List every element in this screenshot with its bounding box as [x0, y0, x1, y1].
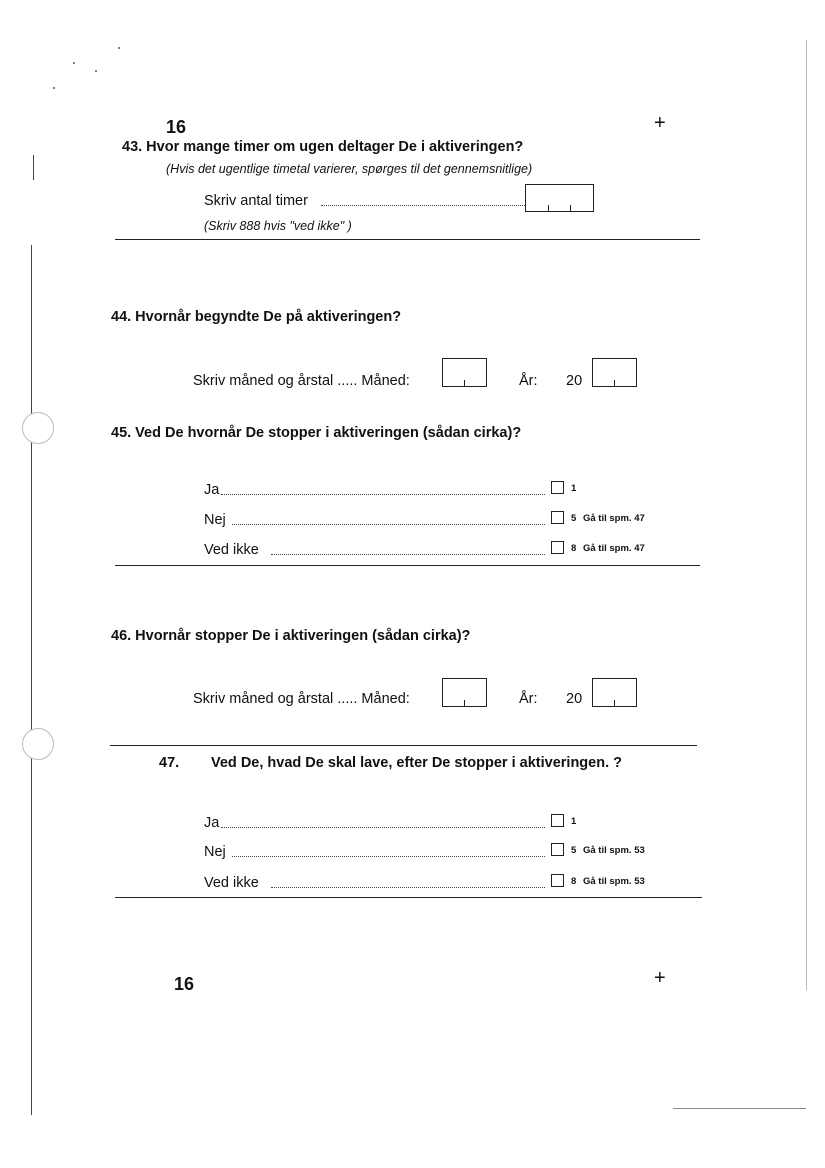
answer-code: 8 — [571, 543, 577, 554]
left-margin-line — [31, 245, 32, 1115]
punch-hole-upper — [22, 412, 54, 444]
checkbox-nej[interactable] — [551, 843, 564, 856]
question-43-note: (Hvis det ugentlige timetal varierer, spørges til det gennemsnitlige) — [166, 162, 533, 176]
checkbox-ved-ikke[interactable] — [551, 874, 564, 887]
leader-dots — [232, 856, 545, 857]
stop-month-input[interactable] — [442, 678, 487, 707]
question-46-label: Skriv måned og årstal ..... Måned: — [193, 691, 410, 707]
answer-code: 8 — [571, 876, 577, 887]
question-44-year-prefix: 20 — [566, 373, 583, 389]
skip-instruction: Gå til spm. 53 — [583, 845, 645, 856]
registration-mark-bottom: + — [654, 967, 666, 989]
checkbox-nej[interactable] — [551, 511, 564, 524]
right-margin-line — [806, 40, 807, 990]
leader-dots — [271, 887, 545, 888]
stop-year-input[interactable] — [592, 678, 637, 707]
start-year-input[interactable] — [592, 358, 637, 387]
bottom-right-scan-line — [673, 1108, 806, 1109]
skip-instruction: Gå til spm. 53 — [583, 876, 645, 887]
speck — [53, 87, 55, 89]
section-divider — [115, 897, 702, 898]
question-45-option-label: Ja — [204, 482, 220, 498]
leader-dots — [221, 494, 545, 495]
question-44-title: 44. Hvornår begyndte De på aktiveringen? — [111, 309, 402, 325]
answer-code: 1 — [571, 816, 577, 827]
checkbox-ved-ikke[interactable] — [551, 541, 564, 554]
question-46-year-label: År: — [519, 691, 538, 707]
question-43-leader-dots — [321, 205, 525, 206]
speck — [95, 70, 97, 72]
question-47-title: Ved De, hvad De skal lave, efter De stopper i aktiveringen. ? — [211, 755, 622, 771]
section-divider — [115, 239, 700, 240]
question-45-title: 45. Ved De hvornår De stopper i aktiveringen (sådan cirka)? — [111, 425, 522, 441]
question-46-title: 46. Hvornår stopper De i aktiveringen (sådan cirka)? — [111, 628, 471, 644]
question-46-year-prefix: 20 — [566, 691, 583, 707]
checkbox-ja[interactable] — [551, 814, 564, 827]
question-43-label: Skriv antal timer — [204, 193, 308, 209]
question-47-number: 47. — [159, 755, 180, 771]
answer-code: 5 — [571, 845, 577, 856]
speck — [73, 62, 75, 64]
skip-instruction: Gå til spm. 47 — [583, 543, 645, 554]
leader-dots — [232, 524, 545, 525]
leader-dots — [221, 827, 545, 828]
question-43-title: 43. Hvor mange timer om ugen deltager De i aktiveringen? — [122, 139, 524, 155]
question-47-option-label: Ved ikke — [204, 875, 259, 891]
skip-instruction: Gå til spm. 47 — [583, 513, 645, 524]
question-44-year-label: År: — [519, 373, 538, 389]
start-month-input[interactable] — [442, 358, 487, 387]
question-44-label: Skriv måned og årstal ..... Måned: — [193, 373, 410, 389]
question-45-option-label: Nej — [204, 512, 226, 528]
question-45-option-label: Ved ikke — [204, 542, 259, 558]
speck — [118, 47, 120, 49]
page-number-top: 16 — [166, 117, 187, 137]
left-margin-line-top — [33, 155, 34, 180]
registration-mark-top: + — [654, 112, 666, 134]
answer-code: 5 — [571, 513, 577, 524]
hours-input-box[interactable] — [525, 184, 594, 212]
section-divider — [110, 745, 697, 746]
section-divider — [115, 565, 700, 566]
page-number-bottom: 16 — [174, 974, 195, 994]
question-43-hint: (Skriv 888 hvis "ved ikke" ) — [204, 219, 352, 233]
question-47-option-label: Nej — [204, 844, 226, 860]
checkbox-ja[interactable] — [551, 481, 564, 494]
leader-dots — [271, 554, 545, 555]
punch-hole-lower — [22, 728, 54, 760]
question-47-option-label: Ja — [204, 815, 220, 831]
answer-code: 1 — [571, 483, 577, 494]
